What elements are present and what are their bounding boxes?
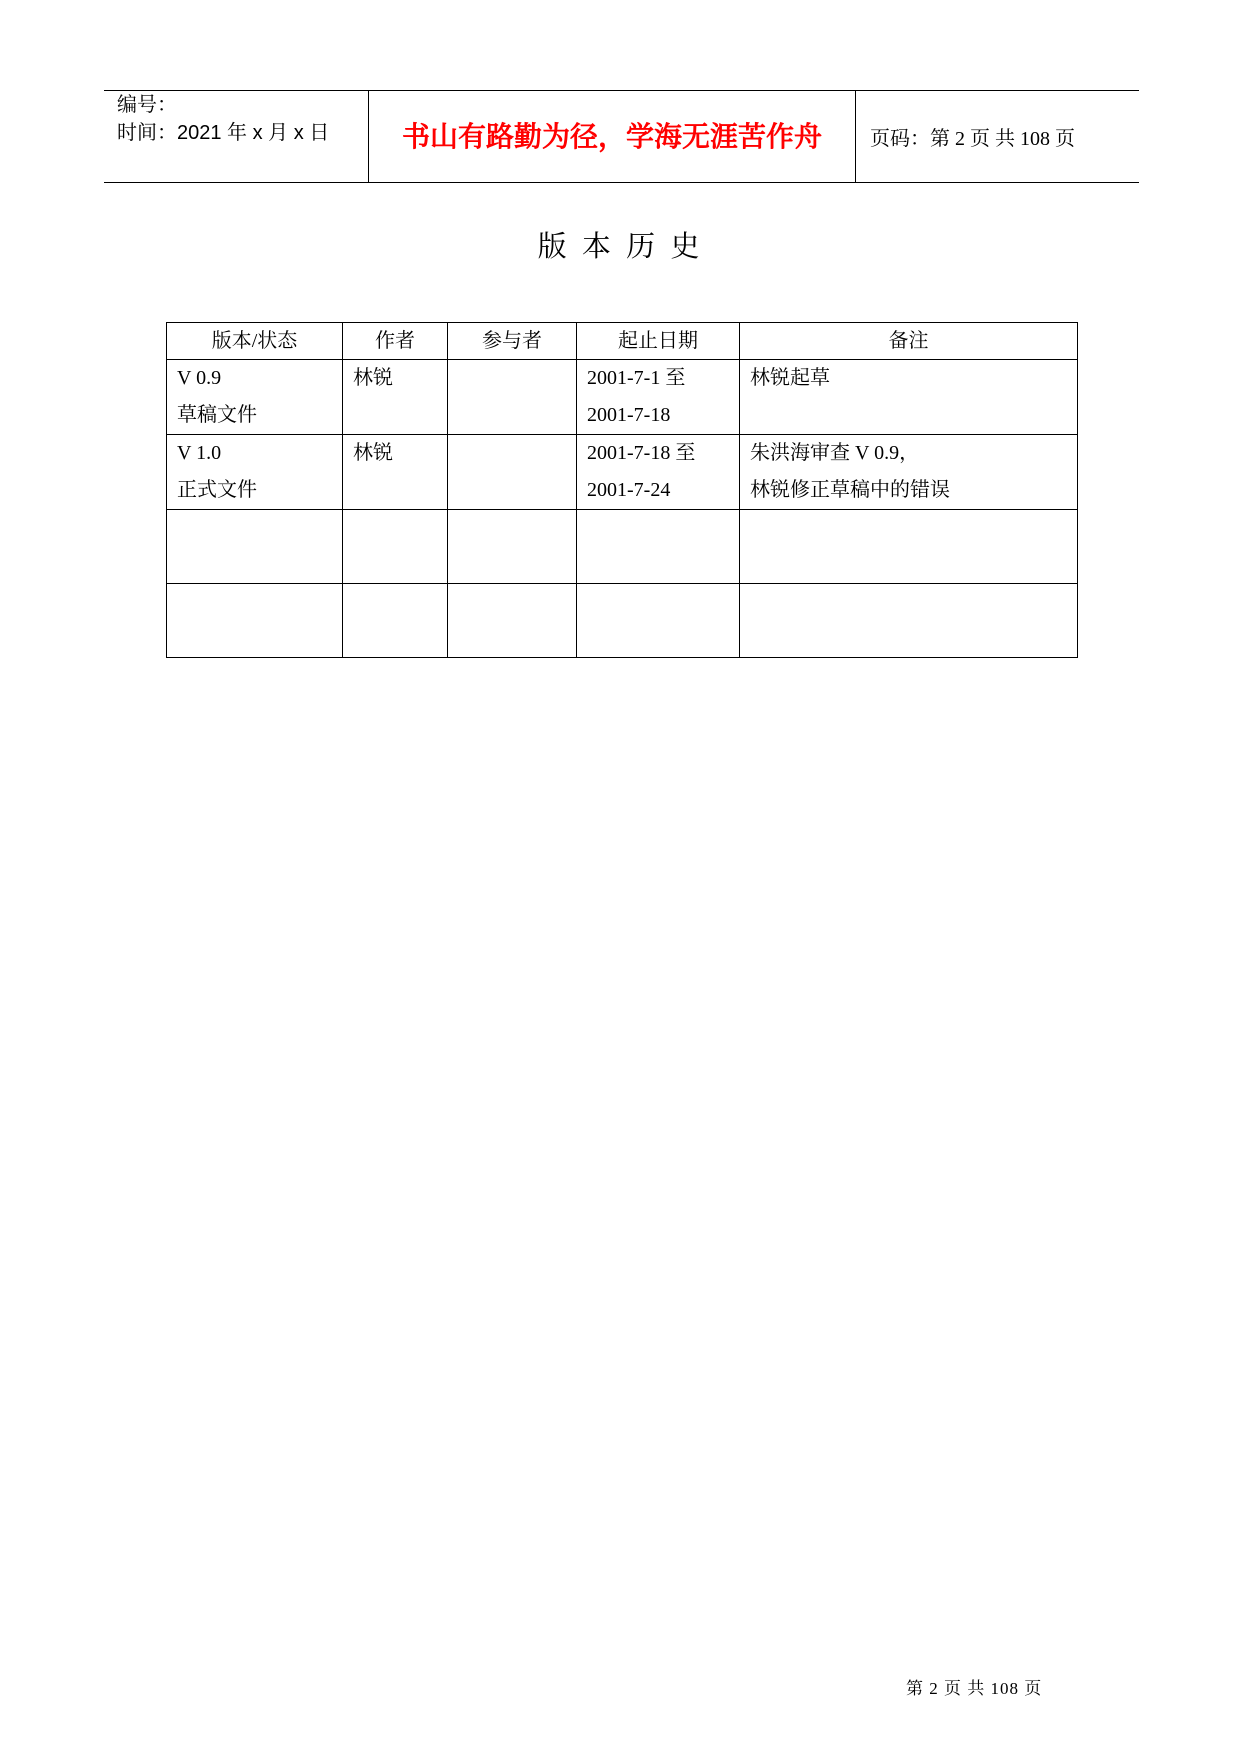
document-number-label: 编号：	[117, 94, 177, 116]
notes-cell	[740, 584, 1078, 658]
date-range-cell	[577, 435, 740, 510]
author-cell	[343, 510, 448, 584]
note-line: 朱洪海审查 V 0.9，	[750, 442, 920, 464]
date-start: 2001-7-18 至	[587, 442, 696, 464]
column-header-notes: 备注	[740, 323, 1078, 360]
date-start: 2001-7-1 至	[587, 367, 686, 389]
table-row-empty	[167, 584, 1078, 658]
document-header	[104, 90, 1139, 183]
note-line: 林锐起草	[750, 367, 830, 389]
version-cell	[167, 584, 343, 658]
column-header-participants: 参与者	[448, 323, 577, 360]
author-cell	[343, 360, 448, 435]
version-cell	[167, 360, 343, 435]
version-number: V 1.0	[177, 442, 222, 464]
document-time-label: 时间：2021 年 x 月 x 日	[117, 122, 330, 144]
version-cell	[167, 510, 343, 584]
header-page-number: 页码：第 2 页 共 108 页	[870, 128, 1075, 150]
participants-cell	[448, 435, 577, 510]
participants-cell	[448, 360, 577, 435]
author-cell	[343, 584, 448, 658]
table-row	[167, 360, 1078, 435]
date-end: 2001-7-24	[587, 479, 671, 501]
author-name: 林锐	[353, 367, 393, 389]
date-range-cell	[577, 584, 740, 658]
motto-text: 书山有路勤为径，学海无涯苦作舟	[401, 119, 822, 153]
notes-cell	[740, 435, 1078, 510]
date-end: 2001-7-18	[587, 404, 671, 426]
notes-cell	[740, 360, 1078, 435]
header-meta-cell	[104, 91, 368, 182]
table-row	[167, 435, 1078, 510]
header-page-cell	[856, 91, 1139, 182]
note-line: 林锐修正草稿中的错误	[750, 479, 950, 501]
page-footer: 第 2 页 共 108 页	[906, 1679, 1043, 1698]
header-motto-cell	[368, 91, 856, 182]
table-header-row	[167, 323, 1078, 360]
table-row-empty	[167, 510, 1078, 584]
author-cell	[343, 435, 448, 510]
column-header-author: 作者	[343, 323, 448, 360]
version-cell	[167, 435, 343, 510]
version-history-table	[166, 322, 1078, 658]
author-name: 林锐	[353, 442, 393, 464]
version-status: 草稿文件	[177, 404, 257, 426]
page-title: 版 本 历 史	[537, 231, 704, 263]
version-number: V 0.9	[177, 367, 222, 389]
notes-cell	[740, 510, 1078, 584]
date-range-cell	[577, 510, 740, 584]
version-status: 正式文件	[177, 479, 257, 501]
participants-cell	[448, 510, 577, 584]
column-header-dates: 起止日期	[577, 323, 740, 360]
column-header-version: 版本/状态	[167, 323, 343, 360]
participants-cell	[448, 584, 577, 658]
date-range-cell	[577, 360, 740, 435]
